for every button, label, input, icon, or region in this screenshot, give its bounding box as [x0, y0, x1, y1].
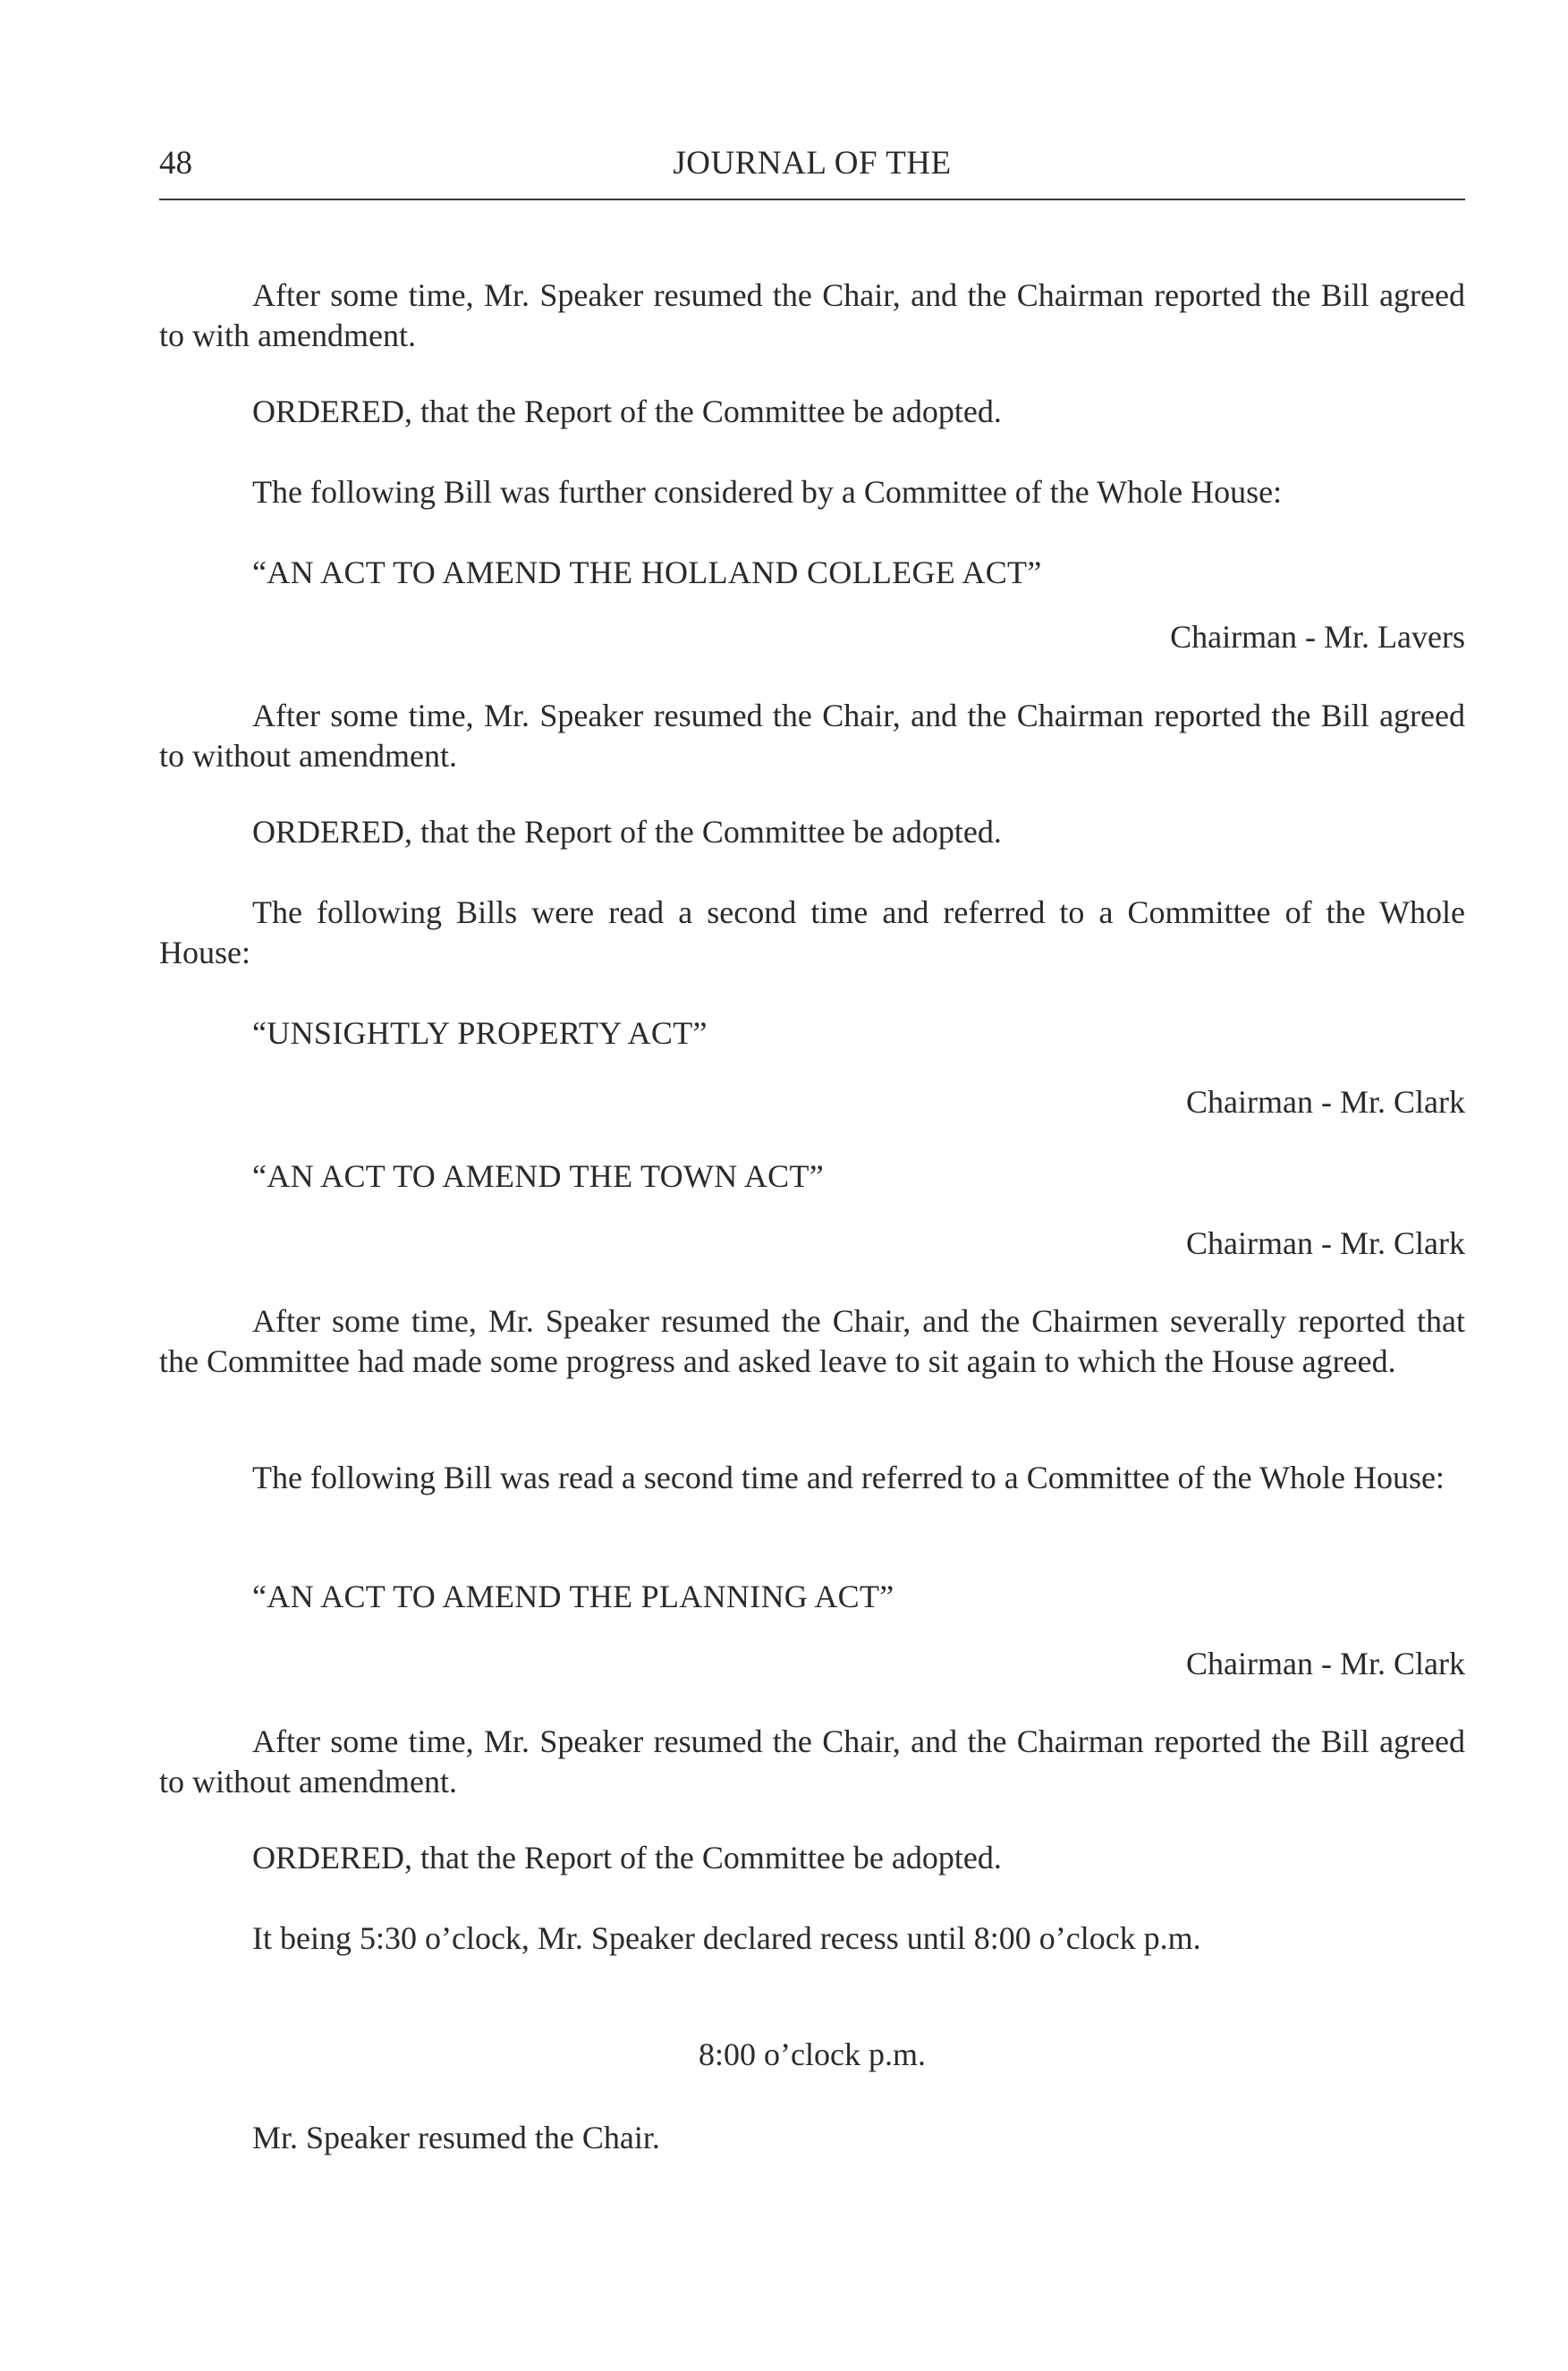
paragraph-bill-second-reading: The following Bill was read a second time and referred to a Committee of the Whole House:: [252, 1460, 1445, 1495]
chairman-clark-3: Chairman - Mr. Clark: [1186, 1646, 1465, 1681]
bill-title-planning-act: “AN ACT TO AMEND THE PLANNING ACT”: [252, 1579, 894, 1614]
chairman-clark-2: Chairman - Mr. Clark: [1186, 1225, 1465, 1261]
paragraph-recess: It being 5:30 o’clock, Mr. Speaker declared recess until 8:00 o’clock p.m.: [252, 1920, 1201, 1956]
session-time-heading: 8:00 o’clock p.m.: [699, 2037, 926, 2072]
paragraph-report-without-amendment-2: After some time, Mr. Speaker resumed the Chair, and the Chairman reported the Bill agreed to without amendment.: [159, 1723, 1465, 1799]
paragraph-report-without-amendment-1: After some time, Mr. Speaker resumed the Chair, and the Chairman reported the Bill agreed to without amendment.: [159, 698, 1465, 774]
header-rule: [159, 199, 1465, 200]
chairman-clark-1: Chairman - Mr. Clark: [1186, 1084, 1465, 1120]
page-number: 48: [159, 145, 192, 182]
bill-title-unsightly-property: “UNSIGHTLY PROPERTY ACT”: [252, 1015, 708, 1051]
paragraph-further-considered: The following Bill was further considered by a Committee of the Whole House:: [252, 474, 1283, 510]
paragraph-progress-report: After some time, Mr. Speaker resumed the Chair, and the Chairmen severally reported that the Committee had made some progress and asked leave to sit again to which the House agreed.: [159, 1303, 1465, 1379]
paragraph-ordered-adopted-1: ORDERED, that the Report of the Committee be adopted.: [252, 394, 1002, 429]
paragraph-bills-second-reading: The following Bills were read a second time and referred to a Committee of the Whole House:: [159, 894, 1465, 970]
paragraph-ordered-adopted-3: ORDERED, that the Report of the Committee be adopted.: [252, 1840, 1002, 1876]
paragraph-ordered-adopted-2: ORDERED, that the Report of the Committee be adopted.: [252, 814, 1002, 850]
page-header: [159, 141, 1465, 186]
bill-title-holland-college: “AN ACT TO AMEND THE HOLLAND COLLEGE ACT”: [252, 555, 1042, 590]
chairman-lavers: Chairman - Mr. Lavers: [1170, 619, 1465, 655]
paragraph-speaker-resumed: Mr. Speaker resumed the Chair.: [252, 2120, 660, 2155]
running-head: JOURNAL OF THE: [673, 145, 952, 182]
paragraph-report-with-amendment: After some time, Mr. Speaker resumed the Chair, and the Chairman reported the Bill agreed to with amendment.: [159, 277, 1465, 353]
bill-title-town-act: “AN ACT TO AMEND THE TOWN ACT”: [252, 1158, 825, 1194]
